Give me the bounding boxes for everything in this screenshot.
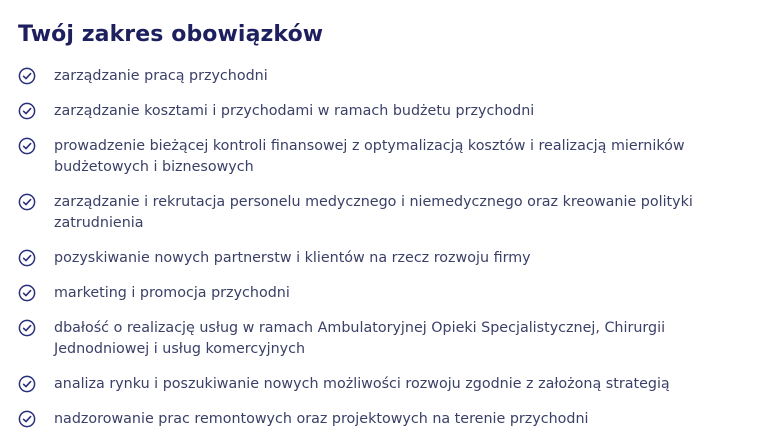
responsibilities-list [18,66,748,444]
list-item [18,248,748,269]
list-item [18,283,748,304]
list-item [18,66,748,87]
check-circle-icon [18,375,36,393]
list-item [18,318,748,360]
check-circle-icon [18,102,36,120]
list-item [18,374,748,395]
check-circle-icon [18,319,36,337]
section-title: Twój zakres obowiązków [18,22,324,47]
check-circle-icon [18,137,36,155]
list-item-text: zarządzanie pracą przychodni [54,68,268,84]
list-item-text: pozyskiwanie nowych partnerstw i klientów na rzecz rozwoju firmy [54,250,531,266]
check-circle-icon [18,410,36,428]
list-item-text: marketing i promocja przychodni [54,285,290,301]
check-circle-icon [18,249,36,267]
list-item-text: dbałość o realizację usług w ramach Ambulatoryjnej Opieki Specjalistycznej, Chirurgii Jednodniowej i usług komercyjnych [54,320,666,357]
list-item-text: zarządzanie kosztami i przychodami w ramach budżetu przychodni [54,103,535,119]
check-circle-icon [18,193,36,211]
list-item-text: zarządzanie i rekrutacja personelu medycznego i niemedycznego oraz kreowanie polityki zatrudnienia [54,194,693,231]
list-item [18,409,748,430]
check-circle-icon [18,67,36,85]
list-item-text: analiza rynku i poszukiwanie nowych możliwości rozwoju zgodnie z założoną strategią [54,376,670,392]
list-item [18,136,748,178]
check-circle-icon [18,284,36,302]
list-item-text: prowadzenie bieżącej kontroli finansowej z optymalizacją kosztów i realizacją mierników budżetowych i biznesowych [54,138,685,175]
list-item-text: nadzorowanie prac remontowych oraz projektowych na terenie przychodni [54,411,589,427]
list-item [18,101,748,122]
list-item [18,192,748,234]
